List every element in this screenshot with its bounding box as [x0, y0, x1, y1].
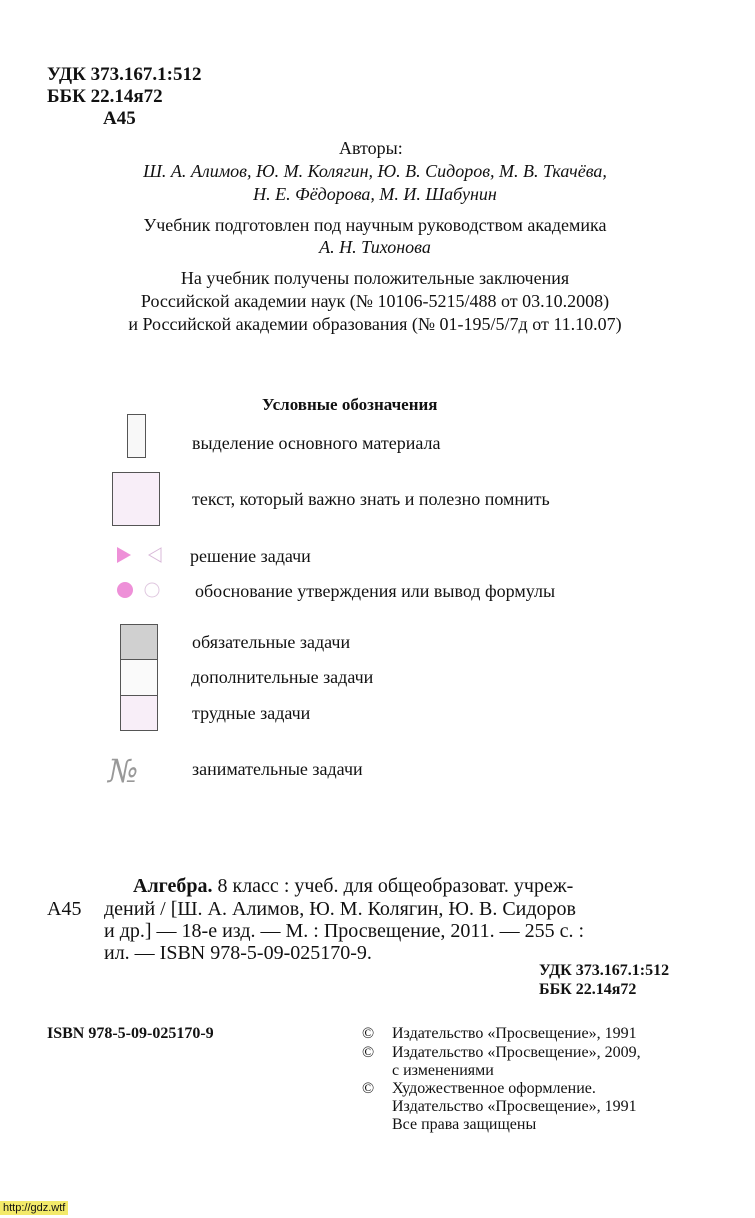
main-material-box-icon: [127, 414, 146, 458]
legend-item: занимательные задачи: [192, 759, 363, 779]
code: А45: [103, 108, 136, 129]
hard-tasks-icon: [120, 695, 158, 731]
catalog-line4: ил. — ISBN 978-5-09-025170-9.: [104, 942, 372, 964]
legend-item: дополнительные задачи: [191, 667, 374, 687]
important-text-box-icon: [112, 472, 160, 526]
copyright-icon: ©: [362, 1025, 375, 1042]
catalog-line2: дений / [Ш. А. Алимов, Ю. М. Колягин, Ю. В. Сидоров: [104, 898, 576, 920]
catalog-udk: УДК 373.167.1:512: [539, 962, 670, 979]
legend-item: обоснование утверждения или вывод формулы: [195, 581, 556, 601]
legend-item: выделение основного материала: [192, 433, 441, 453]
legend-item: трудные задачи: [192, 703, 311, 723]
number-sign-icon: №: [108, 752, 139, 790]
catalog-line1: [133, 875, 573, 898]
copyright-icon: ©: [362, 1080, 375, 1097]
catalog-line3: и др.] — 18-е изд. — М. : Просвещение, 2011. — 255 с. :: [104, 920, 585, 942]
copyright-3: Художественное оформление.: [392, 1080, 596, 1097]
proof-circles-icon: [115, 580, 165, 600]
catalog-bbk: ББК 22.14я72: [539, 981, 637, 998]
isbn: ISBN 978-5-09-025170-9: [47, 1025, 214, 1042]
authors-label: Авторы:: [339, 138, 403, 158]
legend-item: обязательные задачи: [192, 632, 351, 652]
bbk: ББК 22.14я72: [47, 86, 163, 107]
copyright-icon: ©: [362, 1044, 375, 1061]
solution-triangles-icon: [115, 545, 165, 565]
authors-line2: Н. Е. Фёдорова, М. И. Шабунин: [253, 184, 497, 204]
authors-line1: Ш. А. Алимов, Ю. М. Колягин, Ю. В. Сидоров, М. В. Ткачёва,: [143, 161, 607, 181]
legend-title: Условные обозначения: [262, 395, 438, 414]
rights: Все права защищены: [392, 1116, 537, 1133]
approval-line1: На учебник получены положительные заключения: [180, 268, 570, 288]
additional-tasks-icon: [120, 659, 158, 696]
catalog-code: А45: [47, 898, 82, 920]
udk: УДК 373.167.1:512: [47, 64, 202, 85]
legend-item: текст, который важно знать и полезно помнить: [192, 489, 550, 509]
approval-line2: Российской академии наук (№ 10106-5215/488 от 03.10.2008): [140, 291, 610, 311]
supervision-line2: А. Н. Тихонова: [319, 237, 431, 257]
catalog-text: 8 класс : учеб. для общеобразоват. учреж-: [212, 875, 574, 897]
legend-item: решение задачи: [190, 546, 311, 566]
copyright-2b: с изменениями: [392, 1062, 494, 1079]
watermark-link[interactable]: http://gdz.wtf: [0, 1201, 68, 1215]
catalog-title: Алгебра.: [133, 875, 213, 897]
approval-line3: и Российской академии образования (№ 01-195/5/7д от 11.10.07): [128, 314, 622, 334]
copyright-1: Издательство «Просвещение», 1991: [392, 1025, 637, 1042]
required-tasks-icon: [120, 624, 158, 660]
supervision-line1: Учебник подготовлен под научным руководством академика: [143, 215, 607, 235]
copyright-2: Издательство «Просвещение», 2009,: [392, 1044, 641, 1061]
copyright-3b: Издательство «Просвещение», 1991: [392, 1098, 637, 1115]
